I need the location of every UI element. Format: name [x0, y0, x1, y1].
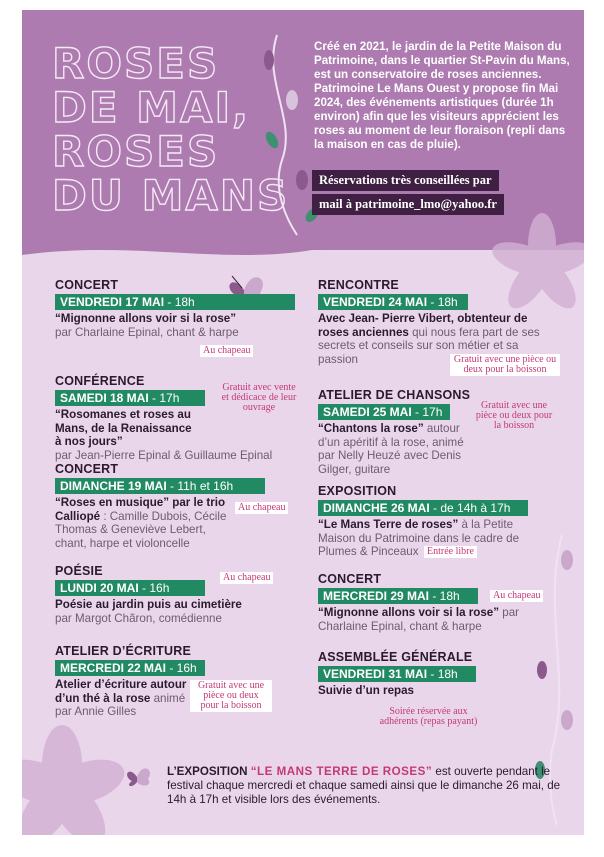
event-note: Gratuit avec une pièce ou deux pour la boisson — [190, 680, 272, 712]
intro-text: Créé en 2021, le jardin de la Petite Maison du Patrimoine, dans le quartier St-Pavin du Mans, est un conservatoire de roses anciennes. Patrimoine Le Mans Ouest y propose fin Mai 2024, des événements artistiques (durée 1h environ) afin que les visiteurs apprécient les roses au moment de leur floraison (repli dans la maison en cas de pluie). — [314, 40, 570, 151]
poster-title — [52, 39, 290, 220]
event-item — [318, 572, 558, 650]
event-title: “Chantons la rose” — [318, 422, 424, 435]
event-note: Gratuit avec vente et dédicace de leur ouvrage — [221, 382, 297, 413]
event-date: LUNDI 20 MAI - 16h — [55, 580, 205, 596]
event-detail: autour d’un apéritif à la rose, animé par Nelly Heuzé avec Denis Gilger, guitare — [318, 422, 464, 476]
title-line: DU MANS — [52, 171, 290, 220]
event-title: Poésie au jardin puis au cimetière — [55, 598, 242, 611]
event-title: “Le Mans Terre de roses” — [318, 518, 459, 531]
event-note: Soirée réservée aux adhérents (repas payant) — [379, 706, 478, 727]
event-detail: par Margot Chãron, comédienne — [55, 611, 222, 625]
event-date: SAMEDI 25 MAI - 17h — [318, 404, 450, 420]
event-item — [55, 462, 295, 564]
event-category: ASSEMBLÉE GÉNÉRALE — [318, 650, 473, 664]
event-detail: par Charlaine Epinal, chant & harpe — [318, 606, 520, 633]
event-category: ATELIER DE CHANSONS — [318, 388, 471, 402]
event-category: CONCERT — [318, 572, 382, 586]
event-item — [318, 388, 558, 484]
title-line: ROSES — [52, 39, 220, 88]
event-detail: qui nous fera part de ses secrets et conseils sur son métier et sa passion — [318, 325, 540, 366]
event-title: “Mignonne allons voir si la rose” — [55, 312, 237, 325]
poster — [22, 10, 584, 835]
event-date: VENDREDI 31 MAI - 18h — [318, 666, 476, 682]
event-item — [55, 564, 295, 644]
event-date: SAMEDI 18 MAI - 17h — [55, 390, 205, 406]
event-item — [318, 650, 558, 730]
exhibition-name: “LE MANS TERRE DE ROSES” — [250, 765, 433, 778]
event-category: POÉSIE — [55, 564, 103, 578]
event-category: RENCONTRE — [318, 278, 399, 292]
event-category: CONCERT — [55, 278, 119, 292]
event-title: Suivie d’un repas — [318, 684, 414, 697]
event-note: Au chapeau — [490, 590, 543, 602]
event-date: MERCREDI 22 MAI - 16h — [55, 660, 205, 676]
event-detail: à la Petite Maison du Patrimoine dans le cadre de Plumes & Pinceaux — [318, 518, 520, 558]
event-note: Gratuit avec une pièce ou deux pour la boisson — [475, 400, 553, 431]
title-line: DE MAI, — [52, 83, 251, 132]
event-note: Au chapeau — [220, 572, 273, 584]
event-note: Gratuit avec une pièce ou deux pour la boisson — [450, 354, 560, 376]
event-title: “Rosomanes et roses au Mans, de la Renaissance à nos jours” — [55, 408, 192, 448]
event-note: Au chapeau — [200, 345, 253, 357]
event-date: VENDREDI 24 MAI - 18h — [318, 294, 468, 310]
event-category: CONFÉRENCE — [55, 374, 145, 388]
event-item — [318, 484, 558, 572]
event-detail: animé par Annie Gilles — [55, 691, 186, 718]
event-date: VENDREDI 17 MAI - 18h — [55, 294, 295, 310]
event-date: DIMANCHE 26 MAI - de 14h à 17h — [318, 500, 528, 516]
footer-text: L’EXPOSITION “LE MANS TERRE DE ROSES” est ouverte pendant le festival chaque mercredi et chaque samedi ainsi que le dimanche 26 mai, de 14h à 17h et visible lors des événements. — [167, 765, 561, 806]
event-detail: : Camille Dubois, Cécile Thomas & Geneviève Lebert, chant, harpe et violoncelle — [55, 509, 227, 550]
event-date: DIMANCHE 19 MAI - 11h et 16h — [55, 478, 265, 494]
event-note: Au chapeau — [235, 502, 288, 514]
event-category: ATELIER D’ÉCRITURE — [55, 644, 192, 658]
event-item — [55, 374, 295, 462]
event-date: MERCREDI 29 MAI - 18h — [318, 588, 478, 604]
event-title: Avec Jean- Pierre Vibert, obtenteur de roses anciennes — [318, 312, 528, 339]
event-category: CONCERT — [55, 462, 119, 476]
event-item — [55, 278, 295, 374]
title-line: ROSES — [52, 127, 220, 176]
event-detail: par Jean-Pierre Epinal & Guillaume Epinal — [55, 448, 273, 462]
event-title: Atelier d’écriture autour d’un thé à la rose — [55, 678, 187, 705]
event-item — [55, 644, 295, 724]
butterfly-icon — [122, 762, 156, 790]
reservation-line: Réservations très conseillées par — [312, 170, 499, 191]
event-detail: par Charlaine Epinal, chant & harpe — [55, 325, 239, 339]
program-right — [318, 278, 558, 730]
program-left — [55, 278, 295, 724]
event-title: “Roses en musique” par le trio Calliopé — [55, 496, 226, 523]
reservation-box — [312, 170, 504, 218]
event-note: Entrée libre — [424, 546, 477, 558]
event-category: EXPOSITION — [318, 484, 397, 498]
event-item — [318, 278, 558, 388]
reservation-email[interactable]: mail à patrimoine_lmo@yahoo.fr — [312, 194, 504, 215]
event-title: “Mignonne allons voir si la rose” — [318, 606, 500, 619]
